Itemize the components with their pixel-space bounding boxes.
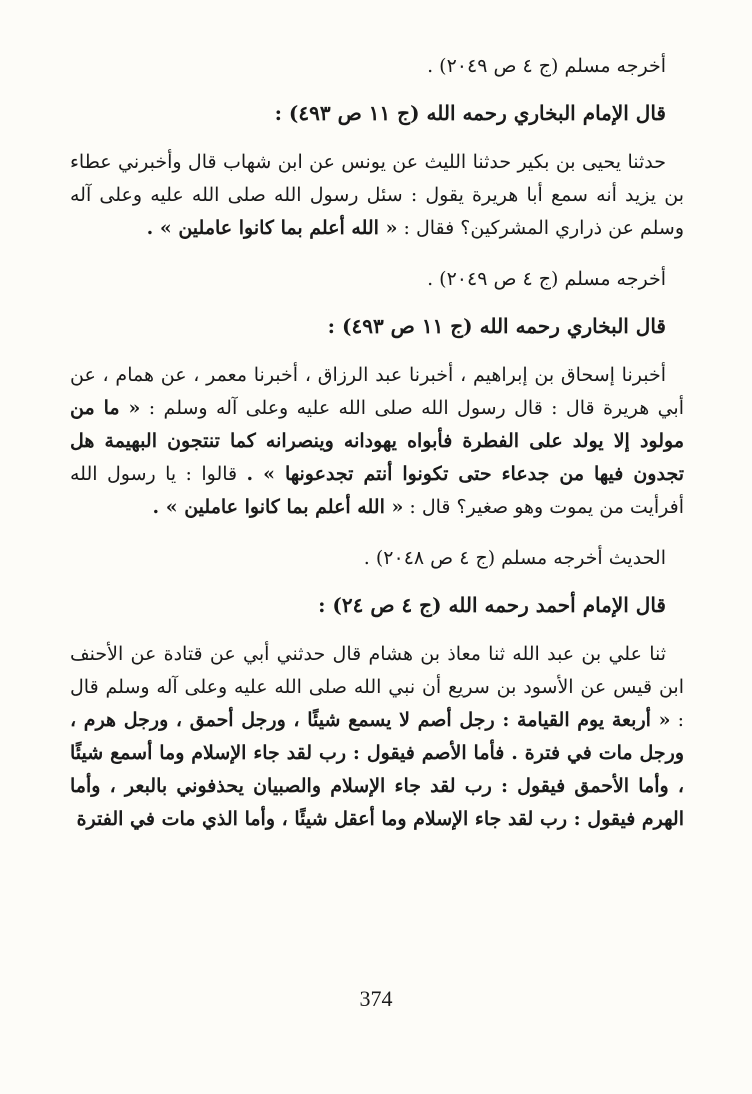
section-heading-2: قال البخاري رحمه الله (ج ١١ ص ٤٩٣) : xyxy=(327,314,666,338)
paragraph-2-quote: « ما من مولود إلا يولد على الفطرة فأبواه يهودانه وينصرانه كما تنتجون البهيمة هل تجدون فيها من جدعاء حتى تكونوا أنتم تجدعونها » . xyxy=(70,397,684,485)
reference-line-3: الحديث أخرجه مسلم (ج ٤ ص ٢٠٤٨) . xyxy=(363,547,666,569)
section-heading-3: قال الإمام أحمد رحمه الله (ج ٤ ص ٢٤) : xyxy=(318,593,666,617)
hadith-paragraph-1 xyxy=(70,146,684,245)
section-heading-1: قال الإمام البخاري رحمه الله (ج ١١ ص ٤٩٣) : xyxy=(274,101,666,125)
paragraph-2-question: قالوا : يا رسول الله أفرأيت من يموت وهو صغير؟ قال : xyxy=(70,463,684,518)
reference-line-2: أخرجه مسلم (ج ٤ ص ٢٠٤٩) . xyxy=(427,268,666,290)
hadith-paragraph-3 xyxy=(70,638,684,836)
paragraph-3-chain: ثنا علي بن عبد الله ثنا معاذ بن هشام قال حدثني أبي عن قتادة عن الأحنف ابن قيس عن الأسود بن سريع أن نبي الله صلى الله عليه وعلى آله وسلم قال : xyxy=(70,643,684,731)
hadith-paragraph-2 xyxy=(70,359,684,524)
paragraph-2-answer: « الله أعلم بما كانوا عاملين » . xyxy=(152,496,404,518)
reference-line-1: أخرجه مسلم (ج ٤ ص ٢٠٤٩) . xyxy=(427,55,666,77)
paragraph-1-text: حدثنا يحيى بن بكير حدثنا الليث عن يونس عن ابن شهاب قال وأخبرني عطاء بن يزيد أنه سمع أبا هريرة يقول : سئل رسول الله صلى الله عليه وعلى آله وسلم عن ذراري المشركين؟ فقال : xyxy=(70,151,684,239)
paragraph-2-chain: أخبرنا إسحاق بن إبراهيم ، أخبرنا عبد الرزاق ، أخبرنا معمر ، عن همام ، عن أبي هريرة قال : قال رسول الله صلى الله عليه وعلى آله وسلم : xyxy=(70,364,684,419)
paragraph-3-quote: « أربعة يوم القيامة : رجل أصم لا يسمع شيئًا ، ورجل أحمق ، ورجل هرم ، ورجل مات في فترة . فأما الأصم فيقول : رب لقد جاء الإسلام وما أسمع شيئًا ، وأما الأحمق فيقول : رب لقد جاء الإسلام والصبيان يحذفوني بالبعر ، وأما الهرم فيقول : رب لقد جاء الإسلام وما أعقل شيئًا ، وأما الذي مات في الفترة xyxy=(70,709,684,830)
page-number: 374 xyxy=(359,986,393,1011)
page-body xyxy=(70,50,684,854)
paragraph-1-quote: « الله أعلم بما كانوا عاملين » . xyxy=(146,217,398,239)
